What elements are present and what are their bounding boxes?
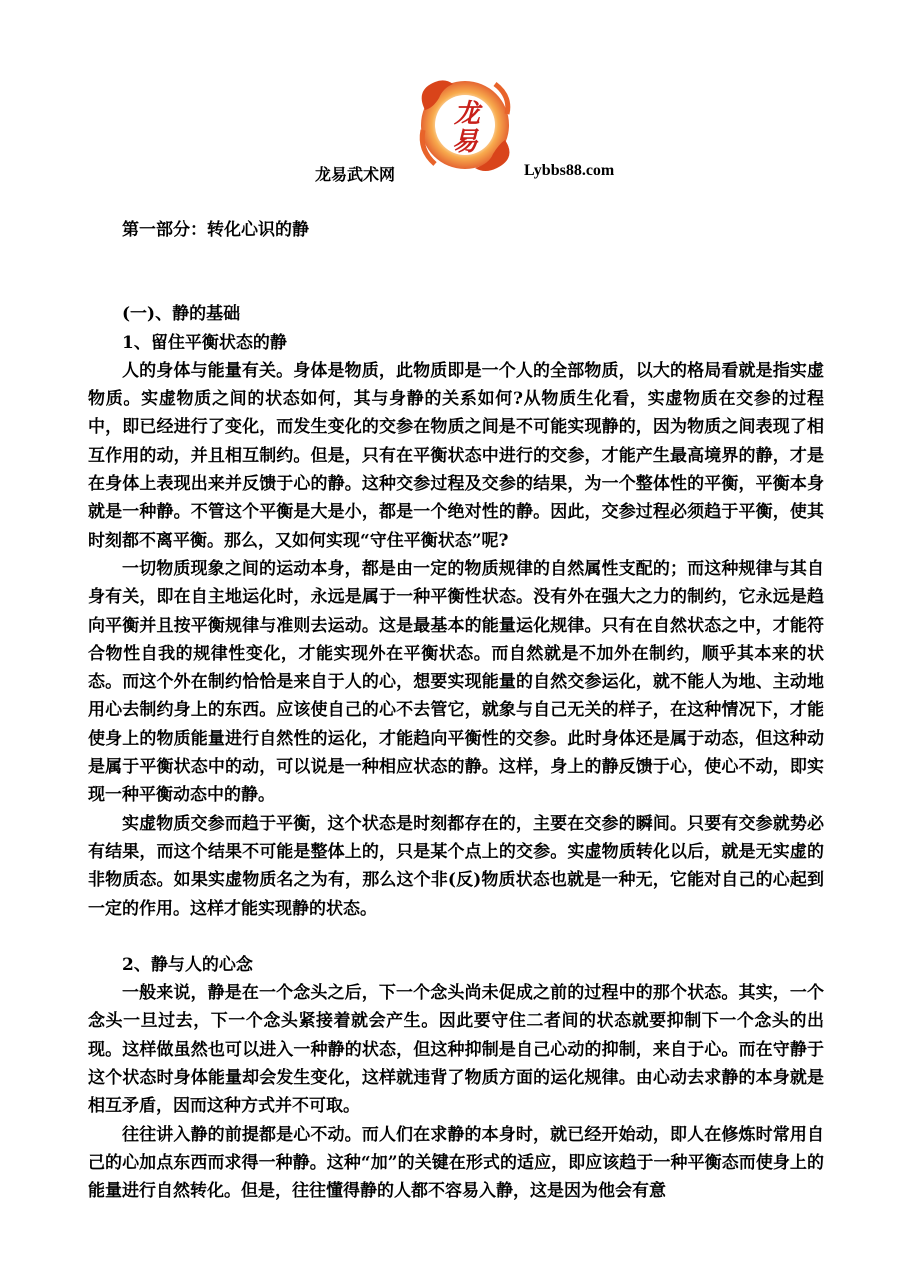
site-name: 龙易武术网: [315, 165, 396, 184]
logo-glyph-2: 易: [451, 127, 479, 157]
paragraph: 人的身体与能量有关。身体是物质，此物质即是一个人的全部物质，以大的格局看就是指实虚物质。实虚物质之间的状态如何，其与身静的关系如何?从物质生化看，实虚物质在交参的过程中，即已经进行了变化，而发生变化的交参在物质之间是不可能实现静的，因为物质之间表现了相互作用的动，并且相互制约。但是，只有在平衡状态中进行的交参，才能产生最高境界的静，才是在身体上表现出来并反馈于心的静。这种交参过程及交参的结果，为一个整体性的平衡，平衡本身就是一种静。不管这个平衡是大是小，都是一个绝对性的静。因此，交参过程必须趋于平衡，使其时刻都不离平衡。那么，又如何实现“守住平衡状态”呢?: [88, 360, 824, 551]
paragraph: 往往讲入静的前提都是心不动。而人们在求静的本身时，就已经开始动，即人在修炼时常用自己的心加点东西而求得一种静。这种“加”的关键在形式的适应，即应该趋于一种平衡态而使身上的能量进行自然转化。但是，往往懂得静的人都不容易入静，这是因为他会有意: [88, 1124, 824, 1202]
paragraph: 一般来说，静是在一个念头之后，下一个念头尚未促成之前的过程中的那个状态。其实，一个念头一旦过去，下一个念头紧接着就会产生。因此要守住二者间的状态就要抑制下一个念头的出现。这样做虽然也可以进入一种静的状态，但这种抑制是自己心动的抑制，来自于心。而在守静于这个状态时身体能量却会发生变化，这样就违背了物质方面的运化规律。由心动去求静的本身就是相互矛盾，因而这种方式并不可取。: [88, 983, 824, 1117]
part-title: 第一部分：转化心识的静: [122, 220, 309, 240]
logo-glyph-1: 龙: [453, 99, 481, 129]
subsection-title-2: 2、静与人的心念: [122, 954, 253, 975]
site-header: [0, 162, 910, 186]
subsection-title-1: 1、留住平衡状态的静: [122, 332, 287, 353]
document-body: [88, 216, 824, 1206]
site-url: Lybbs88.com: [524, 162, 615, 179]
paragraph: 一切物质现象之间的运动本身，都是由一定的物质规律的自然属性支配的；而这种规律与其自身有关，即在自主地运化时，永远是属于一种平衡性状态。没有外在强大之力的制约，它永远是趋向平衡并且按平衡规律与准则去运动。这是最基本的能量运化规律。只有在自然状态之中，才能符合物性自我的规律性变化，才能实现外在平衡状态。而自然就是不加外在制约，顺乎其本来的状态。而这个外在制约恰恰是来自于人的心，想要实现能量的自然交参运化，就不能人为地、主动地用心去制约身上的东西。应该使自己的心不去管它，就象与自己无关的样子，在这种情况下，才能使身上的物质能量进行自然性的运化，才能趋向平衡性的交参。此时身体还是属于动态，但这种动是属于平衡状态中的动，可以说是一种相应状态的静。这样，身上的静反馈于心，使心不动，即实现一种平衡动态中的静。: [88, 558, 824, 806]
section-title: (一)、静的基础: [122, 304, 241, 325]
paragraph: 实虚物质交参而趋于平衡，这个状态是时刻都存在的，主要在交参的瞬间。只要有交参就势必有结果，而这个结果不可能是整体上的，只是某个点上的交参。实虚物质转化以后，就是无实虚的非物质态。如果实虚物质名之为有，那么这个非(反)物质状态也就是一种无，它能对自己的心起到一定的作用。这样才能实现静的状态。: [88, 813, 824, 919]
spacer: [88, 923, 824, 951]
